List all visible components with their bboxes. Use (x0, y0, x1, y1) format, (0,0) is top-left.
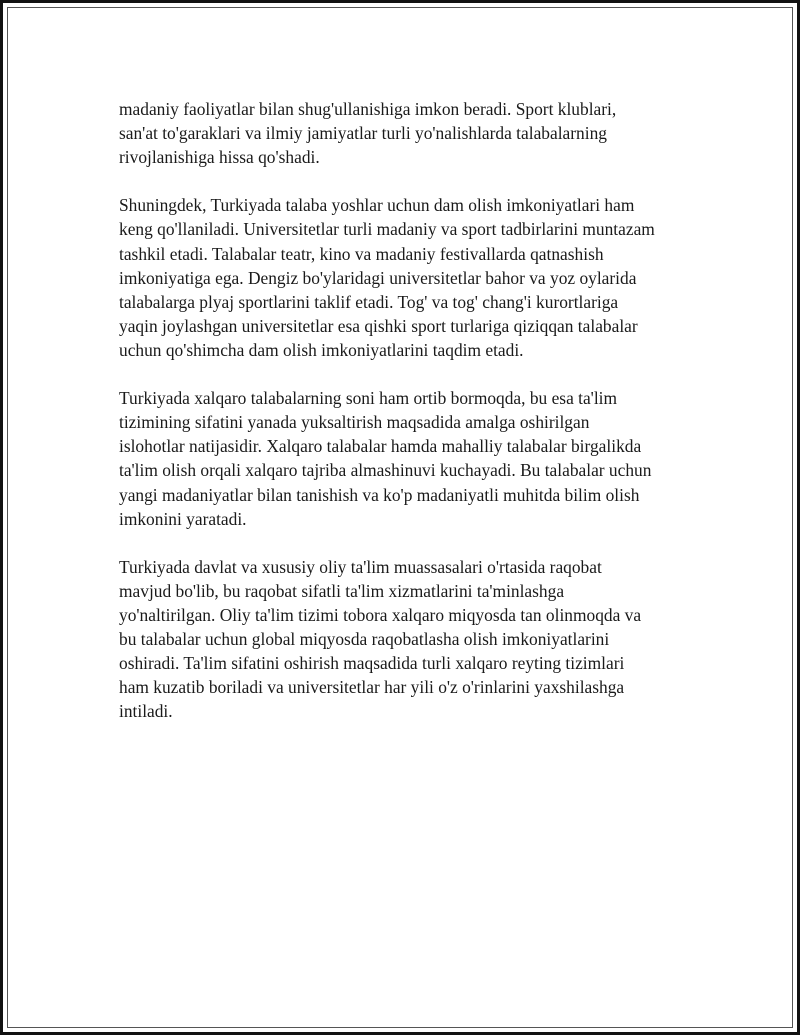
text-line: Turkiyada xalqaro talabalarning soni ham ortib bormoqda, bu esa ta'lim (119, 388, 618, 409)
paragraph (119, 386, 699, 531)
text-line: ham kuzatib boriladi va universitetlar har yili o'z o'rinlarini yaxshilashga (119, 677, 625, 698)
paragraph (119, 97, 699, 169)
text-line: madaniy faoliyatlar bilan shug'ullanishiga imkon beradi. Sport klublari, (119, 99, 617, 119)
text-line: yaqin joylashgan universitetlar esa qishki sport turlariga qiziqqan talabalar (119, 315, 638, 336)
text-line: tashkil etadi. Talabalar teatr, kino va madaniy festivallarda qatnashish (119, 243, 604, 264)
text-line: talabalarga plyaj sportlarini taklif etadi. Tog' va tog' chang'i kurortlariga (119, 291, 619, 312)
text-line: oshiradi. Ta'lim sifatini oshirish maqsadida turli xalqaro reyting tizimlari (119, 653, 625, 674)
document-body (119, 97, 699, 748)
text-line: keng qo'llaniladi. Universitetlar turli madaniy va sport tadbirlarini muntazam (119, 219, 655, 240)
paragraph (119, 555, 699, 724)
text-line: yo'naltirilgan. Oliy ta'lim tizimi tobora xalqaro miqyosda tan olinmoqda va (119, 604, 642, 625)
text-line: ta'lim olish orqali xalqaro tajriba almashinuvi kuchayadi. Bu talabalar uchun (119, 460, 652, 481)
text-line: Shuningdek, Turkiyada talaba yoshlar uchun dam olish imkoniyatlari ham (119, 195, 635, 216)
text-line: rivojlanishiga hissa qo'shadi. (119, 147, 320, 168)
text-line: tizimining sifatini yanada yuksaltirish maqsadida amalga oshirilgan (119, 412, 590, 433)
text-line: islohotlar natijasidir. Xalqaro talabalar hamda mahalliy talabalar birgalikda (119, 436, 642, 457)
text-line: yangi madaniyatlar bilan tanishish va ko'p madaniyatli muhitda bilim olish (119, 484, 640, 505)
text-line: Turkiyada davlat va xususiy oliy ta'lim muassasalari o'rtasida raqobat (119, 556, 602, 577)
text-line: mavjud bo'lib, bu raqobat sifatli ta'lim xizmatlarini ta'minlashga (119, 580, 565, 601)
text-line: imkoniyatiga ega. Dengiz bo'ylaridagi universitetlar bahor va yoz oylarida (119, 267, 637, 288)
text-line: imkonini yaratadi. (119, 508, 247, 529)
text-line: uchun qo'shimcha dam olish imkoniyatlarini taqdim etadi. (119, 339, 524, 360)
text-line: san'at to'garaklari va ilmiy jamiyatlar turli yo'nalishlarda talabalarning (119, 123, 607, 144)
text-line: bu talabalar uchun global miqyosda raqobatlasha olish imkoniyatlarini (119, 629, 610, 650)
text-line: intiladi. (119, 701, 173, 722)
paragraph (119, 193, 699, 362)
